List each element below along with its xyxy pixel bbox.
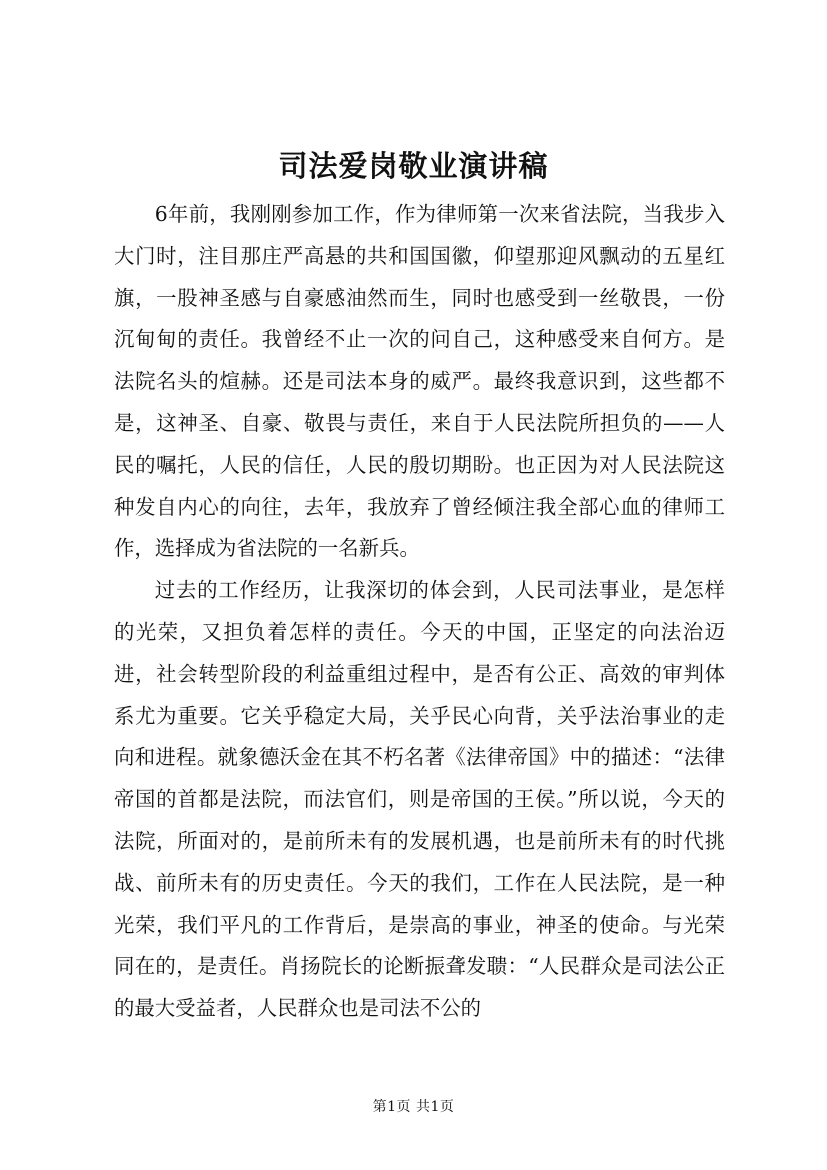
document-title: 司法爱岗敬业演讲稿	[278, 149, 549, 183]
page-footer: 第1页 共1页	[372, 1099, 455, 1115]
document-body	[114, 194, 725, 1030]
paragraph-1: 6年前，我刚刚参加工作，作为律师第一次来省法院，当我步入大门时，注目那庄严高悬的共和国国徽，仰望那迎风飘动的五星红旗，一股神圣感与自豪感油然而生，同时也感受到一丝敬畏，一份沉甸甸的责任。我曾经不止一次的问自己，这种感受来自何方。是法院名头的煊赫。还是司法本身的威严。最终我意识到，这些都不是，这神圣、自豪、敬畏与责任，来自于人民法院所担负的——人民的嘱托，人民的信任，人民的殷切期盼。也正因为对人民法院这种发自内心的向往，去年，我放弃了曾经倾注我全部心血的律师工作，选择成为省法院的一名新兵。	[114, 202, 725, 561]
paragraph-2: 过去的工作经历，让我深切的体会到，人民司法事业，是怎样的光荣，又担负着怎样的责任。今天的中国，正坚定的向法治迈进，社会转型阶段的利益重组过程中，是否有公正、高效的审判体系尤为重要。它关乎稳定大局，关乎民心向背，关乎法治事业的走向和进程。就象德沃金在其不朽名著《法律帝国》中的描述：“法律帝国的首都是法院，而法官们，则是帝国的王侯。”所以说，今天的法院，所面对的，是前所未有的发展机遇，也是前所未有的时代挑战、前所未有的历史责任。今天的我们，工作在人民法院，是一种光荣，我们平凡的工作背后，是崇高的事业，神圣的使命。与光荣同在的，是责任。肖扬院长的论断振聋发聩：“人民群众是司法公正的最大受益者，人民群众也是司法不公的	[114, 578, 725, 1021]
